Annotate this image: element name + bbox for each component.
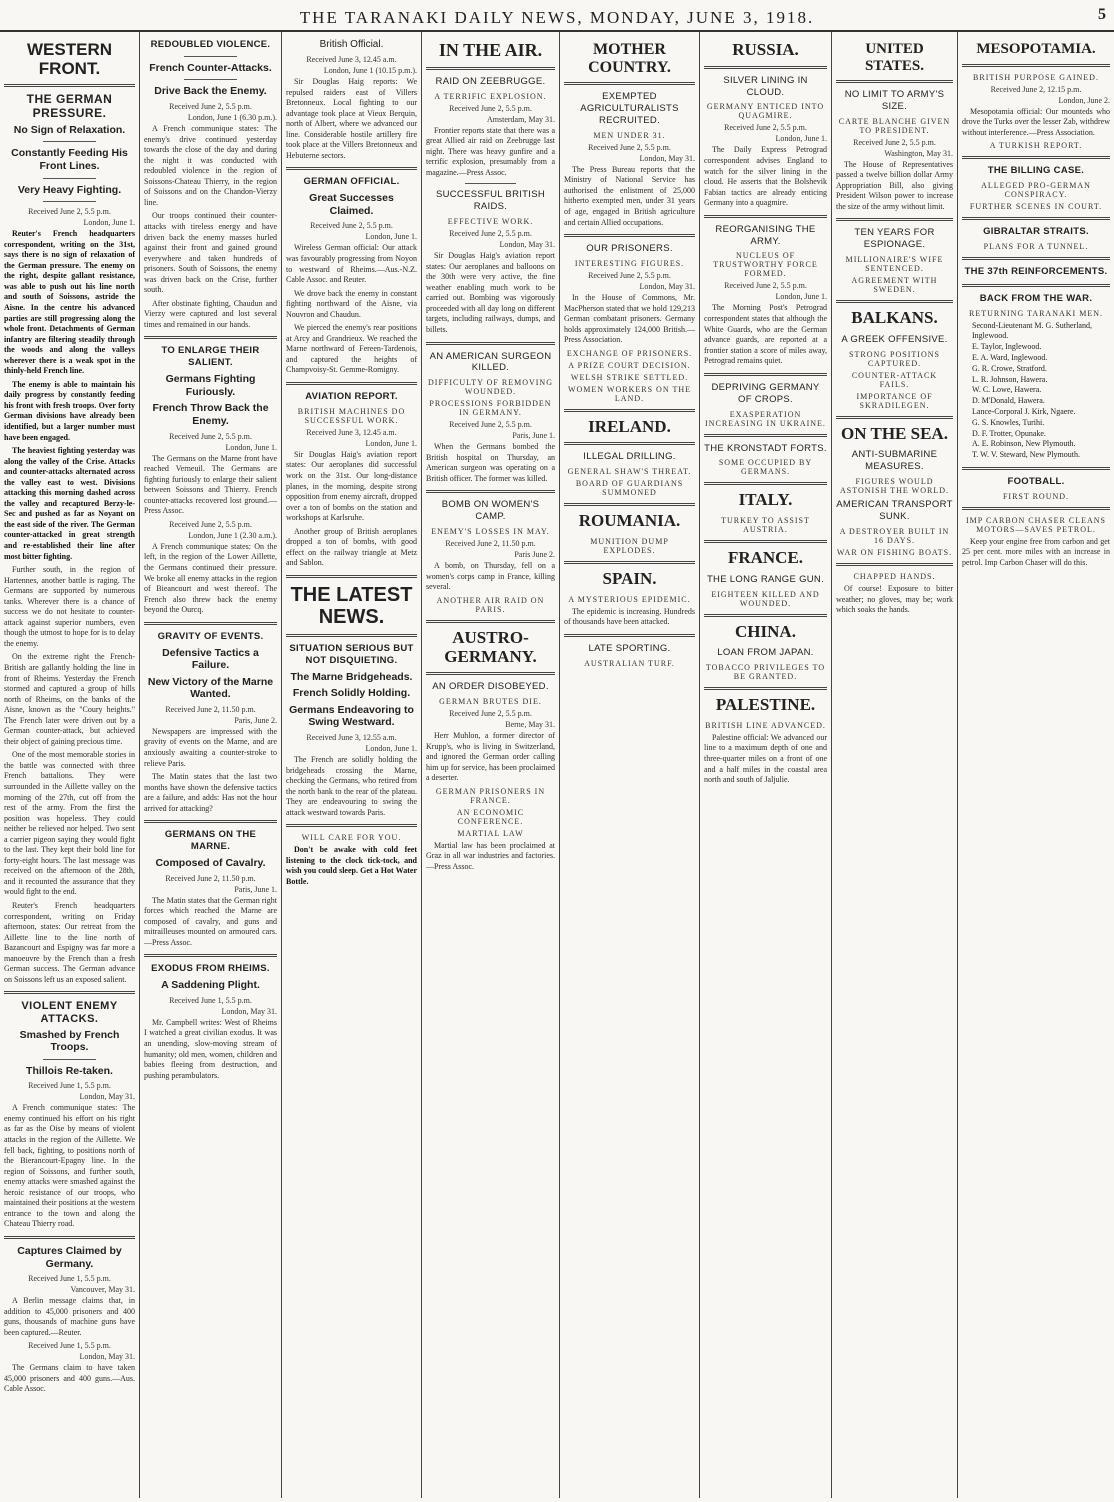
dateline-place: London, June 2.: [1058, 95, 1110, 105]
dateline-place: London, June 1.: [365, 744, 417, 754]
divider: [704, 215, 827, 218]
headline-spain: SPAIN.: [602, 568, 657, 588]
headline-balkans: BALKANS.: [851, 308, 938, 328]
divider: [564, 442, 695, 445]
divider: [564, 634, 695, 637]
dateline-place: London, June 1.: [83, 218, 135, 228]
page-number: 5: [1098, 6, 1106, 23]
divider: [144, 336, 277, 339]
headline: GRAVITY OF EVENTS.: [157, 630, 264, 642]
dateline-place: London, June 1.: [365, 232, 417, 242]
subheadline: French Solidly Holding.: [292, 687, 411, 700]
subheadline: EFFECTIVE WORK.: [447, 217, 534, 227]
subheadline: ENEMY'S LOSSES IN MAY.: [431, 527, 550, 537]
divider: [564, 234, 695, 237]
divider: [564, 503, 695, 506]
list-item: Lance-Corporal J. Kirk, Ngaere.: [972, 407, 1076, 417]
article-text: Sir Douglas Haig's aviation report states: Our aeroplanes did successful work on the 31st. Our long-distance planes, in the morning, despite strong opposition from enemy aircraft, dropped over a ton of bombs on the station and workshops at Karlsruhe.: [286, 449, 417, 523]
subheadline: STRONG POSITIONS CAPTURED.: [849, 349, 940, 368]
subheadline: FURTHER SCENES IN COURT.: [969, 202, 1103, 212]
article-text: Newspapers are impressed with the gravity of events on the Marne, and are anxiously awaiting a counter-stroke to relieve Paris.: [144, 726, 277, 768]
subheadline: French Throw Back the Enemy.: [152, 402, 269, 427]
subheadline: THE LONG RANGE GUN.: [706, 573, 825, 585]
subheadline: SILVER LINING IN CLOUD.: [723, 74, 808, 98]
divider: [704, 434, 827, 437]
headline: THE GERMAN PRESSURE.: [26, 92, 113, 120]
subheadline: Composed of Cavalry.: [155, 857, 266, 870]
column-6: [700, 32, 832, 1498]
divider: [426, 672, 555, 675]
subheadline: A MYSTERIOUS EPIDEMIC.: [568, 594, 691, 604]
dateline: Received June 2, 5.5 p.m.: [449, 709, 532, 719]
subheadline: MILLIONAIRE'S WIFE SENTENCED.: [845, 255, 944, 274]
masthead-title: THE TARANAKI DAILY NEWS, MONDAY, JUNE 3, 1918.: [299, 8, 815, 27]
subheadline: SUCCESSFUL BRITISH RAIDS.: [435, 189, 546, 213]
dateline: Received June 3, 12.45 a.m.: [306, 55, 397, 64]
dateline: Received June 3, 12.55 a.m.: [306, 733, 397, 743]
subheadline: FIRST ROUND.: [1002, 491, 1070, 501]
article-text: The French are solidly holding the bridgeheads crossing the Marne, checking the Germans, who retired from the north bank to the rear of the plateau. They are endeavouring to swing the attack westward towards Paris.: [286, 755, 417, 817]
column-7: [832, 32, 958, 1498]
dateline: Received June 2, 5.5 p.m.: [724, 281, 807, 291]
dateline: Received June 2, 12.15 p.m.: [990, 84, 1082, 94]
subheadline: AMERICAN TRANSPORT SUNK.: [836, 499, 953, 523]
headline-in-the-air: IN THE AIR.: [438, 40, 543, 60]
article-text: We drove back the enemy in constant fighting northward of the Aisne, via Nouvron and Chaudun.: [286, 288, 417, 319]
article-text: When the Germans bombed the British hospital on Thursday, an American surgeon was operating on a British officer. The former was killed.: [426, 442, 555, 483]
divider: [426, 342, 555, 345]
list-item: T. W. V. Steward, New Plymouth.: [972, 450, 1081, 460]
subheadline: DIFFICULTY OF REMOVING WOUNDED.: [428, 378, 553, 397]
headline: THE 37th REINFORCEMENTS.: [964, 265, 1108, 277]
article-text: Wireless German official: Our attack was favourably progressing from Noyon to westward of Rheims.—Aus.-N.Z. Cable Assoc. and Reuter.: [286, 243, 417, 285]
list-item: E. A. Ward, Inglewood.: [972, 353, 1048, 363]
divider: [836, 563, 953, 566]
subheadline: Captures Claimed by Germany.: [17, 1244, 122, 1270]
article-text: Palestine official: We advanced our line to a maximum depth of one and three-quarter miles on a front of one and a half miles in the coastal area north and south of Jaljulie.: [704, 732, 827, 785]
subheadline: SOME OCCUPIED BY GERMANS.: [718, 458, 813, 477]
list-item: G. S. Knowles, Turihi.: [972, 417, 1045, 427]
column-8: [958, 32, 1114, 1498]
divider: [704, 373, 827, 376]
masthead: [0, 0, 1114, 32]
article-text: Reuter's French headquarters correspondent, writing on the 31st, says there is no sign of relaxation of the German pressure. The enemy on the right, despite gallant resistance, was able to push out his line north and south of Soissons, astride the Aisne. In the centre his advanced parties are still progressing along the whole front. Detachments of German infantry are filtering steadily through the woods and along the valleys wherever there is a weak spot in the thinly-held French line.: [4, 229, 135, 376]
article-text: The enemy is able to maintain his daily progress by constantly feeding his front with fresh troops. Over forty German divisions have already been identified, but a larger number must have been engaged.: [4, 379, 135, 442]
dateline-place: London, June 1 (6.30 p.m.).: [187, 113, 277, 123]
headline-latest-news: THE LATEST NEWS.: [290, 583, 413, 628]
subheadline: INTERESTING FIGURES.: [574, 258, 685, 268]
rule: [184, 79, 237, 80]
subheadline: A Saddening Plight.: [161, 979, 260, 992]
article-text: A Berlin message claims that, in addition to 45,000 prisoners and 400 guns, thousands of machine guns have been captured.—Reuter.: [4, 1296, 135, 1337]
divider: [704, 66, 827, 69]
headline-austro-germany: AUSTRO-GERMANY.: [444, 627, 537, 666]
article-text: Mesopotamia official: Our mounteds who drove the Turks over the lesser Zab, withdrew without interference.—Press Association.: [962, 106, 1110, 137]
subheadline: WELSH STRIKE SETTLED.: [570, 372, 689, 382]
article-text: The Morning Post's Petrograd correspondent states that although the White Guards, who are the German advance guards, are reported at a frontier station a score of miles away, Petrograd remains quiet.: [704, 303, 827, 366]
headline-russia: RUSSIA.: [732, 40, 799, 59]
dateline-place: Vancouver, May 31.: [70, 1285, 135, 1295]
rule: [184, 56, 237, 57]
column-3: [282, 32, 422, 1498]
headline-palestine: PALESTINE.: [715, 695, 816, 715]
dateline: Received June 2, 5.5 p.m.: [169, 519, 252, 529]
subheadline: TURKEY TO ASSIST AUSTRIA.: [721, 516, 810, 535]
subheadline: Smashed by French Troops.: [19, 1028, 120, 1054]
subheadline: EXASPERATION INCREASING IN UKRAINE.: [705, 409, 826, 428]
subheadline: MUNITION DUMP EXPLODES.: [590, 536, 669, 555]
subheadline: GENERAL SHAW'S THREAT.: [567, 467, 692, 477]
headline: LATE SPORTING.: [588, 642, 671, 654]
dateline-place: Paris, June 1.: [512, 431, 555, 441]
headline: GERMANS ON THE MARNE.: [164, 829, 257, 853]
article-text: We pierced the enemy's rear positions at Arcy and Grandrieux. We reached the Marne northward of Fereen-Tardenois, and captured the heights of Champvoisy-St. Gemme-Romigny.: [286, 323, 417, 375]
rule: [43, 1059, 95, 1060]
dateline-place: Berne, May 31.: [505, 720, 555, 730]
dateline: Received June 2, 5.5 p.m.: [853, 137, 936, 147]
subheadline: A GREEK OFFENSIVE.: [841, 333, 948, 345]
divider: [564, 409, 695, 412]
dateline-place: Paris June 2.: [514, 550, 555, 560]
divider: [962, 217, 1110, 220]
subheadline: BRITISH MACHINES DO SUCCESSFUL WORK.: [297, 406, 406, 425]
subheadline: WAR ON FISHING BOATS.: [836, 547, 953, 557]
dateline: Received June 2, 11.50 p.m.: [165, 704, 256, 714]
rule: [465, 183, 517, 184]
article-text: The Press Bureau reports that the Ministry of National Service has authorised the enlistment of 25,000 hitherto exempted men, under 31 years of age, engaged in British agriculture and certain Allied occupations.: [564, 164, 695, 227]
subheadline: ALLEGED PRO-GERMAN CONSPIRACY.: [981, 181, 1091, 200]
list-item: D. M'Donald, Hawera.: [972, 396, 1045, 406]
subheadline: Very Heavy Fighting.: [17, 183, 122, 196]
divider: [4, 84, 135, 87]
subheadline: TOBACCO PRIVILEGES TO BE GRANTED.: [705, 663, 826, 682]
headline-mother-country: MOTHER COUNTRY.: [588, 41, 671, 76]
subheadline: Defensive Tactics a Failure.: [162, 646, 259, 672]
divider: [4, 1236, 135, 1239]
headline: VIOLENT ENEMY ATTACKS.: [21, 1000, 118, 1025]
divider: [426, 490, 555, 493]
column-4: [422, 32, 560, 1498]
dateline-place: London, June 1.: [365, 438, 417, 448]
article-text: A bomb, on Thursday, fell on a women's corps camp in France, killing several.: [426, 561, 555, 592]
dateline-place: London, June 1.: [775, 292, 827, 302]
headline: EXODUS FROM RHEIMS.: [151, 963, 270, 975]
subheadline: GERMAN PRISONERS IN FRANCE.: [435, 786, 546, 805]
subheadline: Thillois Re-taken.: [26, 1064, 113, 1077]
list-item: E. Taylor, Inglewood.: [972, 342, 1042, 352]
subheadline: Germans Fighting Furiously.: [165, 373, 256, 398]
subheadline: NO LIMIT TO ARMY'S SIZE.: [844, 89, 945, 112]
article-text: After obstinate fighting, Chaudun and Vierzy were captured and lost several times and remained in our hands.: [144, 298, 277, 329]
divider: [286, 167, 417, 170]
headline-ireland: IRELAND.: [588, 416, 671, 436]
dateline-place: Paris, June 1.: [234, 884, 277, 894]
divider: [564, 82, 695, 85]
subheadline: A DESTROYER BUILT IN 16 DAYS.: [839, 526, 950, 545]
headline-western-front: WESTERN FRONT.: [27, 40, 112, 78]
headline: AVIATION REPORT.: [305, 391, 398, 402]
subheadline: BRITISH PURPOSE GAINED.: [973, 72, 1099, 82]
article-text: Another group of British aeroplanes dropped a ton of bombs, with good effect on the railway triangle at Metz and Sablon.: [286, 526, 417, 568]
article-text: A French communique states: The enemy continued his effort on his right as far as the Oise by means of violent attacks in the region of the Aillette. We fell back, fighting, to positions north of the Bierancourt-Epagny line. In the region of Soissons, and further south, enemy attacks were smashed against the heroic resistance of our troops, who maintained their positions at the western entrance to the town and along the Chateau Thierry road.: [4, 1103, 135, 1229]
headline: THE BILLING CASE.: [987, 165, 1085, 177]
dateline: Received June 2, 5.5 p.m.: [588, 270, 671, 280]
dateline-place: London, May 31.: [639, 153, 695, 163]
dateline: Received June 2, 5.5 p.m.: [169, 431, 252, 441]
advert-text: Of course! Exposure to bitter weather; no gloves, may be; work which soaks the hands.: [836, 583, 953, 615]
subheadline: AGREEMENT WITH SWEDEN.: [851, 276, 938, 295]
dateline: Received June 3, 12.45 a.m.: [306, 427, 397, 437]
article-text: The heaviest fighting yesterday was along the valley of the Crise. Attacks and counter-attacks alternated across the valley east to west. Divisions attacking this morning dashed across the valley and recaptured Berzy-le-Sec and pushed as far as Noyant on the east side of the river. The German counter-attacked in great strength and re-established their line after most bitter fighting.: [4, 446, 135, 561]
dateline-place: London, May 31.: [79, 1092, 135, 1102]
divider: [704, 540, 827, 543]
divider: [962, 467, 1110, 470]
divider: [704, 687, 827, 690]
subheadline: EXEMPTED AGRICULTURALISTS RECRUITED.: [580, 91, 679, 126]
rule: [43, 178, 95, 179]
subheadline: PROCESSIONS FORBIDDEN IN GERMANY.: [429, 399, 552, 418]
dateline: Received June 2, 5.5 p.m.: [449, 420, 532, 430]
dateline: Received June 2, 5.5 p.m.: [310, 221, 393, 231]
headline: BACK FROM THE WAR.: [979, 292, 1093, 304]
dateline: Received June 1, 5.5 p.m.: [28, 1341, 111, 1351]
subheadline: AN ECONOMIC CONFERENCE.: [456, 807, 525, 826]
list-item: W. C. Lowe, Hawera.: [972, 385, 1042, 395]
column-2: [140, 32, 282, 1498]
article-text: Reuter's French headquarters correspondent, writing on Friday afternoon, states: Our retreat from the Aillette line to the line north of Bazancourt and Espigny was far more a manoeuvre by the French than a fresh German success. The German advance on Soissons left us an exposed salient.: [4, 901, 135, 984]
article-text: The Matin states that the German right forces which reached the Marne are composed of cavalry, and guns and mitrailleuses mounted on armoured cars.—Press Assoc.: [144, 895, 277, 947]
headline: OUR PRISONERS.: [586, 243, 673, 255]
article-text: Further south, in the region of Hartennes, another battle is raging. The Germans are supported by numerous tanks. Wherever there is a chance of success we do not hesitate to counter-attack against superior numbers, even though the utmost to hope for is to delay the enemy.: [4, 565, 135, 648]
subheadline: MEN UNDER 31.: [593, 130, 666, 140]
divider: [962, 507, 1110, 510]
headline-italy: ITALY.: [738, 490, 793, 510]
subheadline: A PRIZE COURT DECISION.: [568, 360, 691, 370]
dateline: Received June 1, 5.5 p.m.: [28, 1081, 111, 1091]
divider: [836, 80, 953, 83]
dateline: Received June 2, 5.5 p.m.: [588, 142, 671, 152]
subheadline: BOARD OF GUARDIANS SUMMONED: [575, 479, 684, 498]
headline-united-states: UNITED STATES.: [864, 41, 925, 74]
headline-france: FRANCE.: [727, 548, 804, 568]
subheadline: ANTI-SUBMARINE MEASURES.: [851, 449, 938, 473]
headline: TEN YEARS FOR ESPIONAGE.: [854, 227, 935, 251]
column-5: [560, 32, 700, 1498]
headline-on-the-sea: ON THE SEA.: [841, 423, 948, 443]
article-text: Our troops continued their counter-attacks with tireless energy and have driven back the enemy masses hurled against their front and gained ground everywhere and taken hundreds of prisoners. South of Soissons, the enemy was driven back on the Crise, further south.: [144, 211, 277, 295]
article-text: The Germans claim to have taken 45,000 prisoners and 400 guns.—Aus. Cable Assoc.: [4, 1363, 135, 1394]
subheadline: GERMANY ENTICED INTO QUAGMIRE.: [706, 102, 825, 121]
list-item: G. R. Crowe, Stratford.: [972, 363, 1047, 373]
advert-text: Keep your engine free from carbon and get 25 per cent. more miles with an increase in petrol. Imp Carbon Chaser will do this.: [962, 536, 1110, 567]
subheadline: The Marne Bridgeheads.: [290, 670, 413, 683]
subheadline: FIGURES WOULD ASTONISH THE WORLD.: [839, 477, 949, 496]
divider: [962, 64, 1110, 67]
subheadline: AUSTRALIAN TURF.: [584, 658, 675, 668]
divider: [144, 622, 277, 625]
headline-china: CHINA.: [735, 621, 796, 641]
list-item: L. R. Johnson, Hawera.: [972, 374, 1048, 384]
divider: [836, 416, 953, 419]
article-text: A French communique states: The enemy's drive continued yesterday towards the close of the day and during the night it was conducted with redoubled violence in the region of Soissons-Chateau Thierry, in the region of Soissons and on the Chandon-Vierzy line.: [144, 124, 277, 207]
divider: [286, 824, 417, 827]
subheadline: Drive Back the Enemy.: [154, 85, 267, 98]
subheadline: PLANS FOR A TUNNEL.: [983, 241, 1089, 251]
headline: BOMB ON WOMEN'S CAMP.: [441, 499, 540, 523]
list-item: D. F. Trotter, Opunake.: [972, 428, 1046, 438]
subheadline: GERMAN BRUTES DIE.: [439, 697, 542, 707]
divider: [704, 614, 827, 617]
subheadline: AN ORDER DISOBEYED.: [432, 681, 549, 693]
rule: [43, 201, 95, 202]
subheadline: RETURNING TARANAKI MEN.: [969, 308, 1103, 318]
subheadline: Constantly Feeding His Front Lines.: [11, 147, 128, 172]
article-text: The Matin states that the last two months have shown the defensive tactics are a failure, and adds: Has not the hour arrived for attacking?: [144, 772, 277, 813]
dateline-place: London, June 1 (10.15 p.m.).: [323, 66, 417, 75]
advert-heading: WILL CARE FOR YOU.: [301, 833, 402, 843]
article-text: Mr. Campbell writes: West of Rheims I watched a great civilian exodus. It was an unending, slow-moving stream of humanity; old men, women, children and babies fleeing from destruction, and pushing perambulators.: [144, 1017, 277, 1080]
name-list: [972, 321, 1110, 461]
divider: [426, 620, 555, 623]
subheadline: New Victory of the Marne Wanted.: [147, 675, 274, 701]
subheadline: WOMEN WORKERS ON THE LAND.: [567, 384, 692, 403]
subheadline: IMPORTANCE OF SKRADILEGEN.: [856, 391, 933, 410]
divider: [962, 284, 1110, 287]
divider: [4, 991, 135, 994]
headline: AN AMERICAN SURGEON KILLED.: [429, 350, 552, 374]
advert-text: Don't be awake with cold feet listening to the clock tick-tock, and wish you could sleep. Get a Hot Water Bottle.: [286, 845, 417, 886]
subheadline: French Counter-Attacks.: [149, 61, 272, 74]
columns: [0, 32, 1114, 1498]
headline-mesopotamia: MESOPOTAMIA.: [976, 41, 1096, 57]
subheadline: RAID ON ZEEBRUGGE.: [435, 75, 546, 87]
subheadline: CARTE BLANCHE GIVEN TO PRESIDENT.: [838, 116, 951, 135]
dateline: Received June 2, 5.5 p.m.: [169, 102, 252, 112]
article-text: In the House of Commons, Mr. MacPherson stated that we hold 129,213 German combatant prisoners. Germany holds approximately 124,000 British.—Press Association.: [564, 292, 695, 345]
subheadline: NUCLEUS OF TRUSTWORTHY FORCE FORMED.: [713, 251, 818, 279]
headline: FOOTBALL.: [1007, 476, 1065, 487]
subheadline: ANOTHER AIR RAID ON PARIS.: [436, 595, 545, 614]
list-item: Second-Lieutenant M. G. Sutherland, Inglewood.: [972, 320, 1092, 341]
subheadline: MARTIAL LAW: [457, 828, 524, 838]
dateline: Received June 2, 5.5 p.m.: [449, 103, 532, 113]
subheadline: SITUATION SERIOUS BUT NOT DISQUIETING.: [289, 642, 414, 666]
article-text: Herr Muhlon, a former director of Krupp's, who is living in Switzerland, and ignored the German order calling him up for service, has been proclaimed a deserter.: [426, 731, 555, 783]
headline: British Official.: [319, 39, 384, 50]
article-text: One of the most memorable stories in the battle was connected with three French battalions. They were surrounded in the Aillette valley on the morning of the 27th, cut off from the rest of the army. From the first the position was hopeless. They could neither be relieved nor helped. Two sent a carrier pigeon saying they would fight to the last. They kept their bold line for forty-eight hours. The last message was received on the afternoon of the 28th, and it recounted the assurance that they would fight to the end.: [4, 750, 135, 897]
column-western-front: [0, 32, 140, 1498]
subheadline: EXCHANGE OF PRISONERS.: [566, 348, 693, 358]
article-text: On the extreme right the French-British are gallantly holding the line in front of Rheims. Yesterday the French stormed and captured a group of hills north of Rheims, on the banks of the Aisne, known as the "Coury heights." The French later were driven out by a German counter-attack, but achieved their object of gaining precious time.: [4, 652, 135, 746]
article-text: The House of Representatives passed a twelve billion dollar Army Appropriation Bill, also giving President Wilson power to increase the size of the army without limit.: [836, 159, 953, 211]
article-text: Sir Douglas Haig reports: We repulsed raiders east of Villers Bretonneux. Local fighting to our advantage took place at Vieux Berquin, north of Albert, where we advanced our line. Considerable hostile artillery fire took place at the Villers Bretonneux and Hebuterne sectors.: [286, 77, 417, 160]
dateline-place: London, June 1.: [225, 442, 277, 452]
subheadline: Great Successes Claimed.: [309, 192, 394, 217]
divider: [564, 561, 695, 564]
dateline-place: Paris, June 2.: [234, 715, 277, 725]
dateline-place: London, May 31.: [79, 1352, 135, 1362]
divider: [962, 257, 1110, 260]
subheadline: EIGHTEEN KILLED AND WOUNDED.: [711, 589, 820, 608]
article-text: The Germans on the Marne front have reached Verneuil. The Germans are fighting furiously to enlarge their salient between Soissons and Thierry. French counter-attacks recovered lost ground.—Press Assoc.: [144, 453, 277, 516]
dateline: Received June 2, 5.5 p.m.: [449, 229, 532, 239]
divider: [962, 156, 1110, 159]
dateline-place: London, May 31.: [221, 1006, 277, 1016]
subheadline: A TURKISH REPORT.: [989, 141, 1083, 151]
article-text: Frontier reports state that there was a great Allied air raid on Zeebrugge last night. There was heavy gunfire and a terrific explosion, presumably from a magazine.—Press Assoc.: [426, 125, 555, 177]
divider: [144, 954, 277, 957]
divider: [286, 634, 417, 637]
list-item: A. E. Robinson, New Plymouth.: [972, 439, 1076, 449]
dateline: Received June 1, 5.5 p.m.: [169, 995, 252, 1005]
dateline-place: London, June 1.: [775, 134, 827, 144]
headline-roumania: ROUMANIA.: [578, 511, 681, 531]
dateline-place: London, June 1 (2.30 a.m.).: [188, 530, 277, 540]
headline: TO ENLARGE THEIR SALIENT.: [161, 345, 260, 369]
dateline: Received June 2, 11.50 p.m.: [445, 539, 536, 549]
dateline-place: London, May 31.: [639, 281, 695, 291]
headline: THE KRONSTADT FORTS.: [704, 442, 827, 454]
headline: DEPRIVING GERMANY OF CROPS.: [711, 381, 820, 405]
headline: REORGANISING THE ARMY.: [715, 223, 816, 247]
divider: [286, 382, 417, 385]
headline: GERMAN OFFICIAL.: [303, 176, 400, 188]
divider: [836, 218, 953, 221]
article-text: A French communique states: On the left, in the region of the Lower Aillette, the Germans continued their pressure. We broke all enemy attacks in the region of Bieancourt and west thereof. The French also threw back the enemy beyond the Ourcq.: [144, 541, 277, 615]
subheadline: Germans Endeavoring to Swing Westward.: [289, 703, 414, 729]
article-text: The Daily Express Petrograd correspondent advises England to watch for the silver lining in the cloud. He asserts that the Bolshevik Fabian tactics are already enticing Germany into a quagmire.: [704, 145, 827, 208]
subheadline: No Sign of Relaxation.: [13, 123, 126, 136]
dateline: Received June 2, 5.5 p.m.: [28, 207, 111, 217]
dateline: Received June 1, 5.5 p.m.: [28, 1274, 111, 1284]
subheadline: A TERRIFIC EXPLOSION.: [434, 91, 547, 101]
subheadline: ILLEGAL DRILLING.: [583, 451, 676, 463]
article-text: Sir Douglas Haig's aviation report states: Our aeroplanes and balloons on the 30th were very active, the fine weather enabling much work to be carried out. Bombing was vigorously proceeded with all day long on different targets, including railways, dumps, and billets.: [426, 251, 555, 334]
divider: [704, 482, 827, 485]
advert-heading: CHAPPED HANDS.: [853, 571, 936, 581]
dateline: Received June 2, 11.50 p.m.: [165, 873, 256, 883]
dateline-place: Amsterdam, May 31.: [487, 114, 555, 124]
rule: [43, 141, 95, 142]
article-text: The epidemic is increasing. Hundreds of thousands have been attacked.: [564, 606, 695, 627]
headline: GIBRALTAR STRAITS.: [983, 226, 1089, 238]
subheadline: BRITISH LINE ADVANCED.: [705, 720, 826, 730]
subheadline: COUNTER-ATTACK FAILS.: [851, 370, 938, 389]
divider: [144, 820, 277, 823]
divider: [836, 300, 953, 303]
subheadline: LOAN FROM JAPAN.: [717, 647, 814, 659]
dateline: Received June 2, 5.5 p.m.: [724, 123, 807, 133]
article-text: Martial law has been proclaimed at Graz in all war industries and factories.—Press Assoc.: [426, 840, 555, 871]
dateline-place: London, May 31.: [499, 240, 555, 250]
divider: [426, 67, 555, 70]
dateline-place: Washington, May 31.: [884, 148, 953, 158]
divider: [286, 575, 417, 578]
headline: REDOUBLED VIOLENCE.: [150, 39, 271, 50]
advert-heading: IMP CARBON CHASER CLEANS MOTORS—SAVES PETROL.: [966, 515, 1106, 534]
